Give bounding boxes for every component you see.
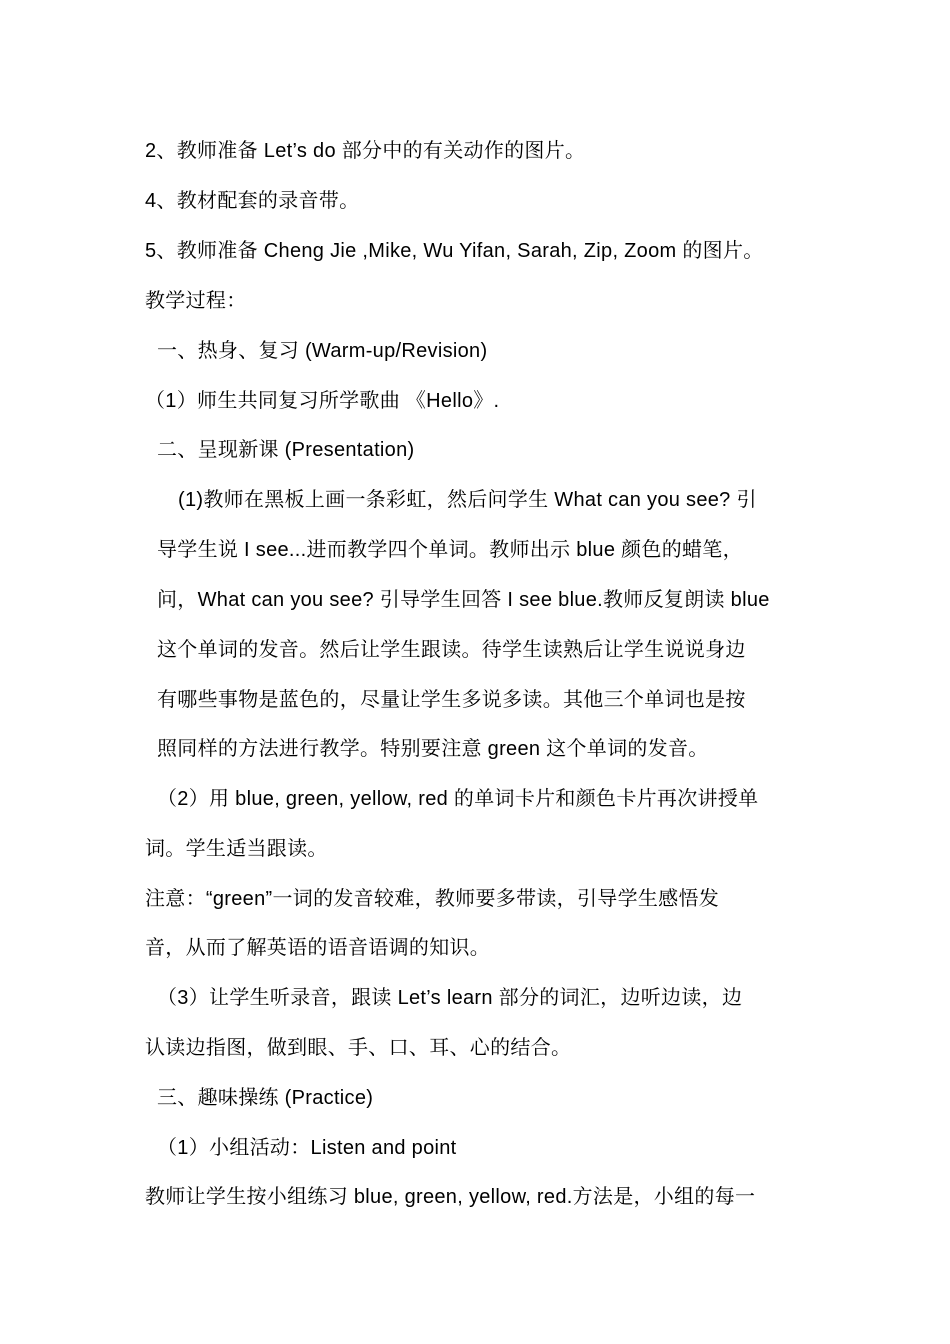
doc-line-presentation-3a: （3）让学生听录音，跟读 Let’s learn 部分的词汇，边听边读，边 — [157, 987, 743, 1009]
doc-line-prep-2: 2、教师准备 Let’s do 部分中的有关动作的图片。 — [145, 140, 586, 162]
doc-line-presentation-1e: 有哪些事物是蓝色的，尽量让学生多说多读。其他三个单词也是按 — [157, 689, 746, 711]
doc-line-prep-4: 4、教材配套的录音带。 — [145, 190, 360, 212]
doc-line-note-b: 音，从而了解英语的语音语调的知识。 — [145, 937, 491, 959]
doc-line-presentation-1b: 导学生说 I see...进而教学四个单词。教师出示 blue 颜色的蜡笔， — [157, 539, 743, 561]
doc-section-practice: 三、趣味操练 (Practice) — [157, 1087, 374, 1109]
doc-section-presentation: 二、呈现新课 (Presentation) — [157, 439, 415, 461]
doc-line-presentation-1f: 照同样的方法进行教学。特别要注意 green 这个单词的发音。 — [157, 738, 709, 760]
doc-line-presentation-1c: 问，What can you see? 引导学生回答 I see blue.教师反复朗读 blue — [157, 589, 770, 611]
doc-line-warmup-1: （1）师生共同复习所学歌曲 《Hello》. — [145, 390, 500, 412]
doc-line-presentation-1a: (1)教师在黑板上画一条彩虹，然后问学生 What can you see? 引 — [178, 489, 757, 511]
doc-section-warmup: 一、热身、复习 (Warm-up/Revision) — [157, 340, 488, 362]
doc-line-practice-1-desc: 教师让学生按小组练习 blue, green, yellow, red.方法是，小组的每一 — [145, 1186, 756, 1208]
doc-line-presentation-1d: 这个单词的发音。然后让学生跟读。待学生读熟后让学生说说身边 — [157, 639, 746, 661]
doc-line-note-a: 注意：“green”一词的发音较难，教师要多带读，引导学生感悟发 — [145, 888, 720, 910]
doc-line-practice-1: （1）小组活动：Listen and point — [157, 1137, 457, 1159]
doc-line-presentation-2b: 词。学生适当跟读。 — [145, 838, 328, 860]
doc-line-presentation-3b: 认读边指图，做到眼、手、口、耳、心的结合。 — [145, 1037, 572, 1059]
doc-line-presentation-2a: （2）用 blue, green, yellow, red 的单词卡片和颜色卡片再次讲授单 — [157, 788, 759, 810]
doc-heading-process: 教学过程： — [145, 290, 247, 312]
doc-line-prep-5: 5、教师准备 Cheng Jie ,Mike, Wu Yifan, Sarah, Zip, Zoom 的图片。 — [145, 240, 764, 262]
